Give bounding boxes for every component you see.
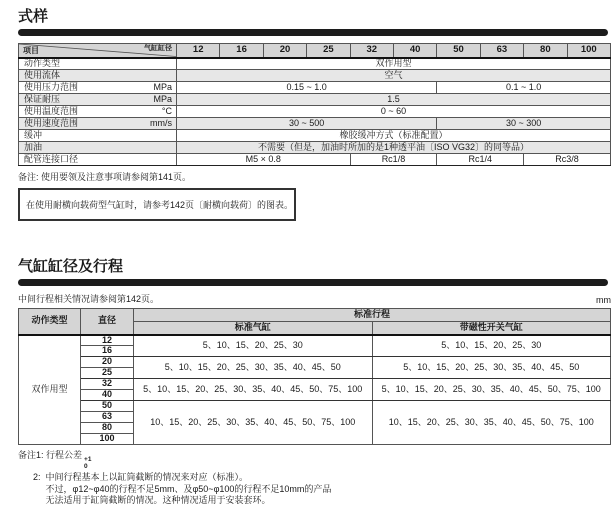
spec-row-unit: °C xyxy=(161,105,172,116)
spec-value: 1.5 xyxy=(177,94,611,106)
switch-stroke-values: 5、10、15、20、25、30 xyxy=(372,335,611,357)
stroke-table xyxy=(18,308,611,445)
switch-stroke-values: 10、15、20、25、30、35、40、45、50、75、100 xyxy=(372,401,611,445)
bore-column-header: 80 xyxy=(524,44,567,58)
spec-value: 橡胶缓冲方式（标准配置） xyxy=(177,130,611,142)
diameter-value: 32 xyxy=(81,379,134,390)
bore-column-header: 25 xyxy=(307,44,350,58)
spec-row-action-type xyxy=(19,58,611,70)
spec-row-label-cell xyxy=(19,154,177,166)
section-title-bar xyxy=(18,279,608,286)
bore-column-header: 50 xyxy=(437,44,480,58)
spec-row-label-cell xyxy=(19,58,177,70)
diameter-value: 80 xyxy=(81,423,134,434)
spec-row-label-cell xyxy=(19,130,177,142)
header-switch-cylinder: 带磁性开关气缸 xyxy=(372,322,611,335)
spec-row-label-cell xyxy=(19,142,177,154)
bore-column-header: 12 xyxy=(177,44,220,58)
spec-row-lubrication xyxy=(19,142,611,154)
diameter-value: 25 xyxy=(81,368,134,379)
spec-row-label: 使用速度范围 xyxy=(24,117,79,128)
standard-stroke-values: 10、15、20、25、30、35、40、45、50、75、100 xyxy=(134,401,373,445)
standard-stroke-values: 5、10、15、20、25、30 xyxy=(134,335,373,357)
section-title-bar xyxy=(18,29,608,36)
spec-row-label-cell xyxy=(19,82,177,94)
spec-row-temperature-range xyxy=(19,106,611,118)
header-standard-cylinder: 标准气缸 xyxy=(134,322,373,335)
spec-value: 0 ~ 60 xyxy=(177,106,611,118)
stroke-row xyxy=(19,335,611,346)
footnote-2-body xyxy=(46,472,332,507)
spec-row-label-cell xyxy=(19,106,177,118)
bore-column-header: 16 xyxy=(220,44,263,58)
spec-row-label-cell xyxy=(19,118,177,130)
stroke-row xyxy=(19,357,611,368)
spec-value: 30 ~ 300 xyxy=(437,118,611,130)
spec-row-label: 配管连接口径 xyxy=(24,153,79,164)
tolerance-lower: 0 xyxy=(84,463,88,471)
diameter-value: 63 xyxy=(81,412,134,423)
spec-value: 空气 xyxy=(177,70,611,82)
spec-row-label: 使用压力范围 xyxy=(24,81,79,92)
spec-row-fluid xyxy=(19,70,611,82)
spec-row-cushion xyxy=(19,130,611,142)
spec-row-speed-range xyxy=(19,118,611,130)
standard-stroke-values: 5、10、15、20、25、30、35、40、45、50、75、100 xyxy=(134,379,373,401)
standard-stroke-values: 5、10、15、20、25、30、35、40、45、50 xyxy=(134,357,373,379)
spec-value: 双作用型 xyxy=(177,58,611,70)
diameter-value: 12 xyxy=(81,335,134,346)
spec-value: Rc1/8 xyxy=(350,154,437,166)
stroke-footnotes xyxy=(18,450,613,507)
stroke-intro-text: 中间行程相关情况请参阅第142页。 xyxy=(18,294,160,304)
spec-row-label: 动作类型 xyxy=(24,57,61,68)
corner-item-label: 项目 xyxy=(23,45,39,55)
diameter-value: 50 xyxy=(81,401,134,412)
bore-column-header: 100 xyxy=(567,44,610,58)
stroke-intro-row xyxy=(18,292,611,305)
diameter-value: 20 xyxy=(81,357,134,368)
bore-column-header: 20 xyxy=(263,44,306,58)
spec-row-label: 加油 xyxy=(24,141,43,152)
stroke-header-row-1 xyxy=(19,309,611,322)
spec-row-label-cell xyxy=(19,70,177,82)
spec-value: 0.15 ~ 1.0 xyxy=(177,82,437,94)
footnote-1-text: 行程公差 xyxy=(46,450,83,461)
footnote-2-line2: 不过，φ12~φ40的行程不足5mm、及φ50~φ100的行程不足10mm的产品 xyxy=(45,483,332,494)
spec-value: 0.1 ~ 1.0 xyxy=(437,82,611,94)
spec-value: 不需要（但是，加油时所加的是1种透平油〔ISO VG32〕的同等品） xyxy=(177,142,611,154)
spec-row-label: 使用温度范围 xyxy=(24,105,79,116)
stroke-row xyxy=(19,379,611,390)
spec-row-label-cell xyxy=(19,94,177,106)
header-standard-stroke: 标准行程 xyxy=(134,309,611,322)
diameter-value: 100 xyxy=(81,434,134,445)
spec-row-unit: MPa xyxy=(153,93,172,104)
spec-section-title: 式样 xyxy=(18,8,49,25)
spec-corner-cell xyxy=(19,44,177,58)
spec-footnote: 备注: 使用要领及注意事项请参阅第141页。 xyxy=(18,172,192,182)
stroke-section-title: 气缸缸径及行程 xyxy=(18,258,124,275)
header-diameter: 直径 xyxy=(81,309,134,335)
diameter-value: 40 xyxy=(81,390,134,401)
spec-value: 30 ~ 500 xyxy=(177,118,437,130)
switch-stroke-values: 5、10、15、20、25、30、35、40、45、50、75、100 xyxy=(372,379,611,401)
header-action-type: 动作类型 xyxy=(19,309,81,335)
tolerance-upper: +1 xyxy=(84,456,92,464)
spec-row-label: 保证耐压 xyxy=(24,93,61,104)
spec-value: Rc3/8 xyxy=(524,154,611,166)
spec-value: Rc1/4 xyxy=(437,154,524,166)
footnote-2-line3: 无法适用于缸筒截断的情况。这种情况适用于安装套环。 xyxy=(45,495,271,506)
stroke-tolerance xyxy=(84,457,91,471)
spec-row-proof-pressure xyxy=(19,94,611,106)
bore-column-header: 32 xyxy=(350,44,393,58)
bore-column-header: 40 xyxy=(393,44,436,58)
lateral-load-notice-box: 在使用耐横向载荷型气缸时，请参考142页〔耐横向载荷〕的图表。 xyxy=(18,188,296,221)
switch-stroke-values: 5、10、15、20、25、30、35、40、45、50 xyxy=(372,357,611,379)
diameter-value: 16 xyxy=(81,346,134,357)
spec-row-unit: MPa xyxy=(153,81,172,92)
spec-value: M5 × 0.8 xyxy=(177,154,351,166)
stroke-row xyxy=(19,401,611,412)
bore-column-header: 63 xyxy=(480,44,523,58)
footnote-2-line1: 中间行程基本上以缸筒截断的情况来对应（标准）。 xyxy=(45,472,249,483)
footnote-2-label: 2: xyxy=(33,472,41,483)
corner-bore-label: 气缸缸径 xyxy=(144,45,172,52)
spec-table xyxy=(18,43,611,166)
footnote-1-label: 备注1: xyxy=(18,450,44,461)
unit-label-mm: mm xyxy=(596,295,611,305)
spec-header-row xyxy=(19,44,611,58)
spec-row-label: 使用流体 xyxy=(24,69,61,80)
action-type-value: 双作用型 xyxy=(19,335,81,445)
footnote-2 xyxy=(33,472,613,507)
spec-row-unit: mm/s xyxy=(150,117,172,128)
spec-row-port-size xyxy=(19,154,611,166)
spec-row-pressure-range xyxy=(19,82,611,94)
spec-row-label: 缓冲 xyxy=(24,129,43,140)
footnote-1 xyxy=(18,450,613,471)
